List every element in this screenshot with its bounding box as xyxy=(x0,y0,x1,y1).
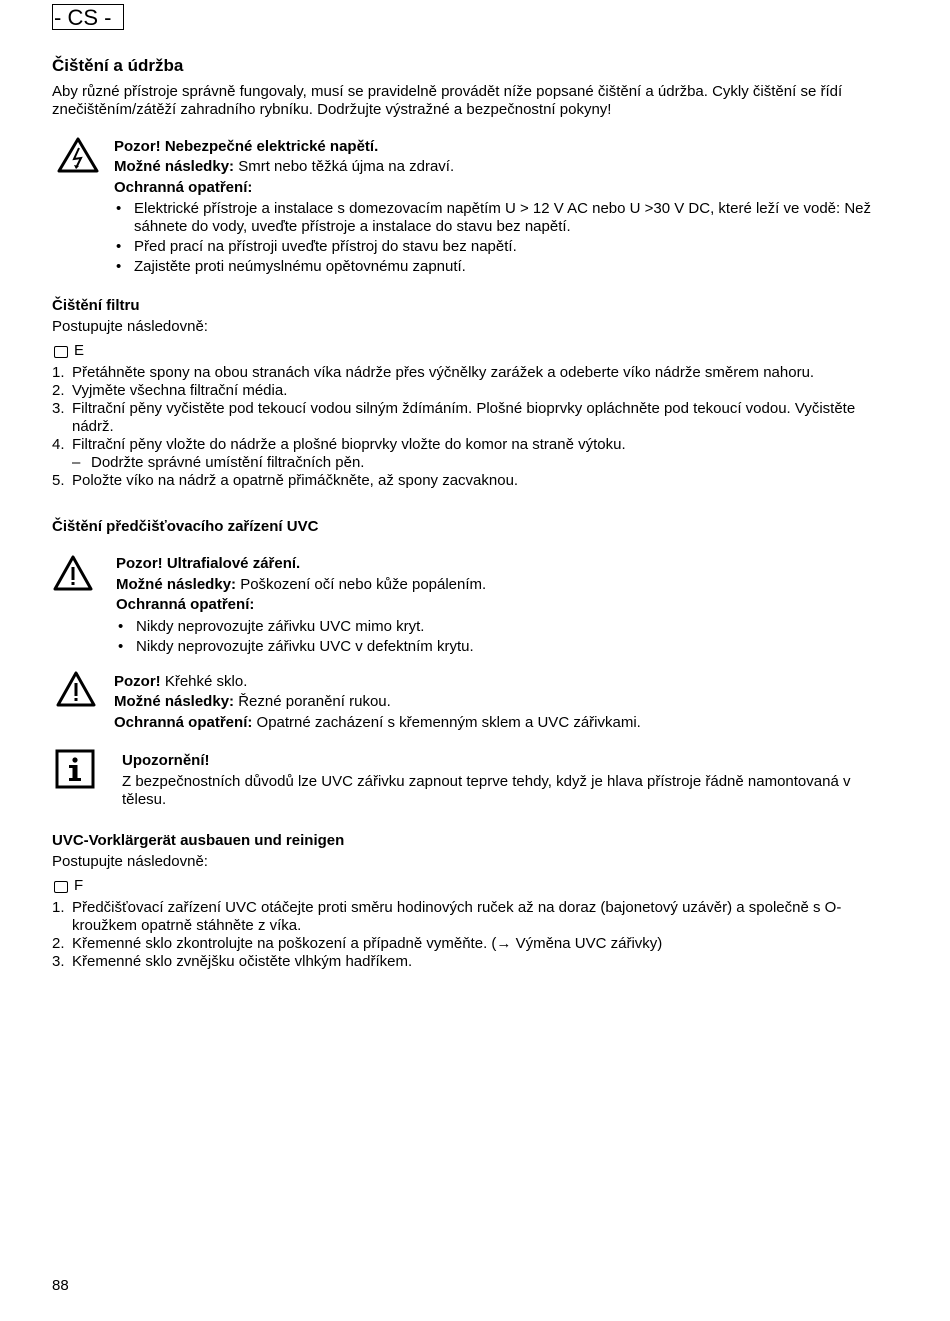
note-title: Upozornění! xyxy=(122,752,210,769)
uv-measures-list xyxy=(116,618,816,658)
step-item: 2. Křemenné sklo zkontrolujte na poškození a případně vyměňte. (→ Výměna UVC zářivky) xyxy=(52,935,663,952)
list-item: • Před prací na přístroji uveďte přístroj do stavu bez napětí. xyxy=(114,238,894,256)
glass-warning-title: Pozor! Křehké sklo. xyxy=(114,673,248,690)
filter-intro: Postupujte následovně: xyxy=(52,318,208,335)
warning-triangle-icon xyxy=(53,555,93,591)
cleaning-intro: Aby různé přístroje správně fungovaly, musí se pravidelně provádět níže popsané čištění a údržba. Cykly čištění se řídí znečištěním/zátěží zahradního rybníku. Dodržujte výstražné a bezpečnostní pokyny! xyxy=(52,83,843,118)
uv-measures-label: Ochranná opatření: xyxy=(116,596,255,613)
glass-measures: Ochranná opatření: Opatrné zacházení s křemenným sklem a UVC zářivkami. xyxy=(114,714,641,731)
figure-icon xyxy=(54,346,68,358)
list-item: • Elektrické přístroje a instalace s domezovacím napětím U > 12 V AC nebo U >30 V DC, které leží ve vodě: Než sáhnete do vody, uveďte přístroje a instalace do stavu bez napětí. xyxy=(114,200,894,236)
step-item: 5. Položte víko na nádrž a opatrně přimáčkněte, až spony zacvaknou. xyxy=(52,472,519,489)
step-item: 4. Filtrační pěny vložte do nádrže a plošné bioprvky vložte do komor na straně výtoku. xyxy=(52,436,626,453)
page-number: 88 xyxy=(52,1277,69,1294)
electric-consequences: Možné následky: Smrt nebo těžká újma na zdraví. xyxy=(114,158,455,175)
list-item: • Zajistěte proti neúmyslnému opětovnému zapnutí. xyxy=(114,258,894,276)
step-item: 1. Předčišťovací zařízení UVC otáčejte proti směru hodinových ruček až na doraz (bajonetový uzávěr) a společně s O-kroužkem opatrně stáhněte z víka. xyxy=(52,899,842,934)
disassembly-intro: Postupujte následovně: xyxy=(52,853,208,870)
filter-steps xyxy=(52,364,902,490)
section-title-filter: Čištění filtru xyxy=(52,297,140,314)
electric-measures-label: Ochranná opatření: xyxy=(114,179,253,196)
figure-reference-f: F xyxy=(54,877,83,895)
warning-triangle-icon xyxy=(56,671,96,707)
step-item: 1. Přetáhněte spony na obou stranách víka nádrže přes výčnělky zarážek a odeberte víko nádrže směrem nahoru. xyxy=(52,364,815,381)
section-title-cleaning: Čištění a údržba xyxy=(52,56,184,75)
substep-item: – Dodržte správné umístění filtračních pěn. xyxy=(72,454,365,471)
figure-reference-e: E xyxy=(54,342,84,360)
uv-consequences: Možné následky: Poškození očí nebo kůže popálením. xyxy=(116,576,487,593)
step-item: 3. Filtrační pěny vyčistěte pod tekoucí vodou silným ždímáním. Plošné bioprvky opláchněte pod tekoucí vodou. Vyčistěte nádrž. xyxy=(52,400,856,435)
figure-icon xyxy=(54,881,68,893)
step-item: 3. Křemenné sklo zvnějšku očistěte vlhkým hadříkem. xyxy=(52,953,413,970)
list-item: • Nikdy neprovozujte zářivku UVC v defektním krytu. xyxy=(116,638,816,656)
note-text: Z bezpečnostních důvodů lze UVC zářivku zapnout teprve tehdy, když je hlava přístroje řádně namontovaná v tělesu. xyxy=(122,773,851,808)
list-item: • Nikdy neprovozujte zářivku UVC mimo kryt. xyxy=(116,618,816,636)
electric-warning-title: Pozor! Nebezpečné elektrické napětí. xyxy=(114,138,379,155)
uv-warning-title: Pozor! Ultrafialové záření. xyxy=(116,555,301,572)
glass-consequences: Možné následky: Řezné poranění rukou. xyxy=(114,693,391,710)
info-icon xyxy=(55,749,95,789)
electric-measures-list xyxy=(114,200,894,278)
disassembly-steps xyxy=(52,899,892,971)
step-item: 2. Vyjměte všechna filtrační média. xyxy=(52,382,288,399)
section-title-disassembly: UVC-Vorklärgerät ausbauen und reinigen xyxy=(52,832,345,849)
section-title-uvc: Čištění předčišťovacího zařízení UVC xyxy=(52,518,319,535)
electric-hazard-icon xyxy=(57,137,99,173)
language-label: - CS - xyxy=(52,4,124,30)
